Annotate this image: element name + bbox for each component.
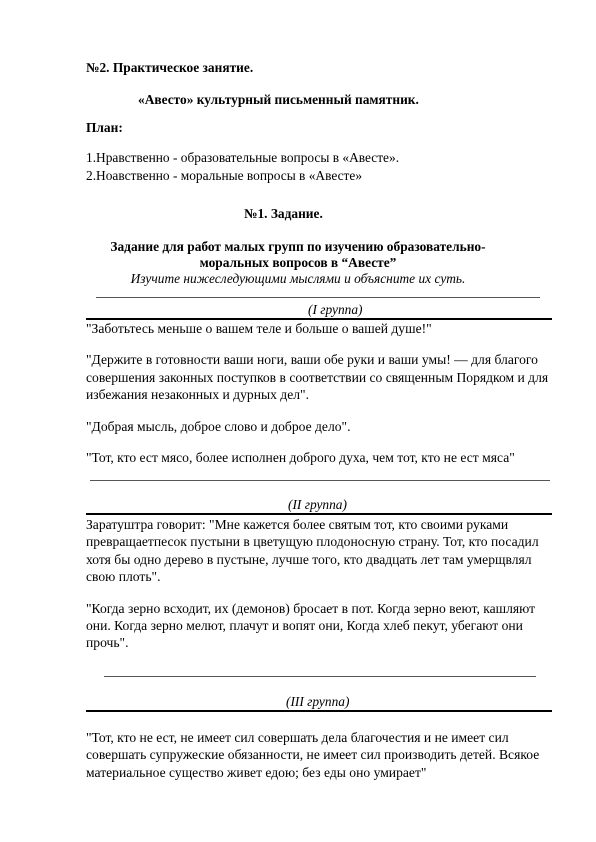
task-description-line: моральных вопросов в “Авесте”	[199, 255, 397, 270]
separator-line	[96, 297, 540, 298]
plan-item: 1.Нравственно - образовательные вопросы в «Авесте».	[86, 150, 400, 165]
quote: "Добрая мысль, доброе слово и доброе дело".	[86, 418, 351, 434]
page-subtitle: «Авесто» культурный письменный памятник.	[138, 92, 419, 107]
group-label: (III группа)	[286, 694, 350, 709]
group-underline	[86, 513, 552, 515]
page-title: №2. Практическое занятие.	[86, 60, 254, 75]
plan-label: План:	[86, 120, 123, 135]
quote: Заратуштра говорит: "Мне кажется более святым тот, кто своими руками превращаетпесок пустыни в цветущую плодоносную страну. Тот, кто посадил хотя бы одно дерево в пустыне, лучше того, кто двадцать лет там умерщвлял свою плоть".	[86, 517, 539, 585]
group-quotes	[86, 729, 556, 781]
task-description-line: Задание для работ малых групп по изучению образовательно-	[110, 239, 486, 254]
plan-item: 2.Ноавственно - моральные вопросы в «Авесте»	[86, 168, 363, 183]
group-quotes	[86, 320, 556, 466]
group-underline	[86, 710, 552, 712]
quote: "Держите в готовности ваши ноги, ваши обе руки и ваши умы! — для благого совершения законных поступков в соответствии со священным Порядком и для избежания незаконных и дурных дел".	[86, 352, 549, 403]
quote: "Заботьтесь меньше о вашем теле и больше о вашей душе!"	[86, 321, 432, 336]
task-instruction: Изучите нижеследующими мыслями и объясните их суть.	[130, 271, 466, 286]
group-label: (I группа)	[308, 302, 363, 317]
group-quotes	[86, 516, 556, 652]
quote: "Тот, кто не ест, не имеет сил совершать дела благочестия и не имеет сил совершать супружеские обязанности, не имеет сил производить детей. Всякое материальное существо живет едою; без еды оно умирает"	[86, 730, 540, 780]
group-label: (II группа)	[288, 497, 347, 512]
quote: "Когда зерно всходит, их (демонов) бросает в пот. Когда зерно веют, кашляют они. Когда зерно мелют, плачут и вопят они, Когда хлеб пекут, убегают они прочь".	[86, 600, 536, 651]
separator-line	[104, 676, 536, 677]
separator-line	[90, 480, 550, 481]
quote: "Тот, кто ест мясо, более исполнен доброго духа, чем тот, кто не ест мяса"	[86, 450, 515, 466]
task-heading: №1. Задание.	[244, 206, 323, 221]
